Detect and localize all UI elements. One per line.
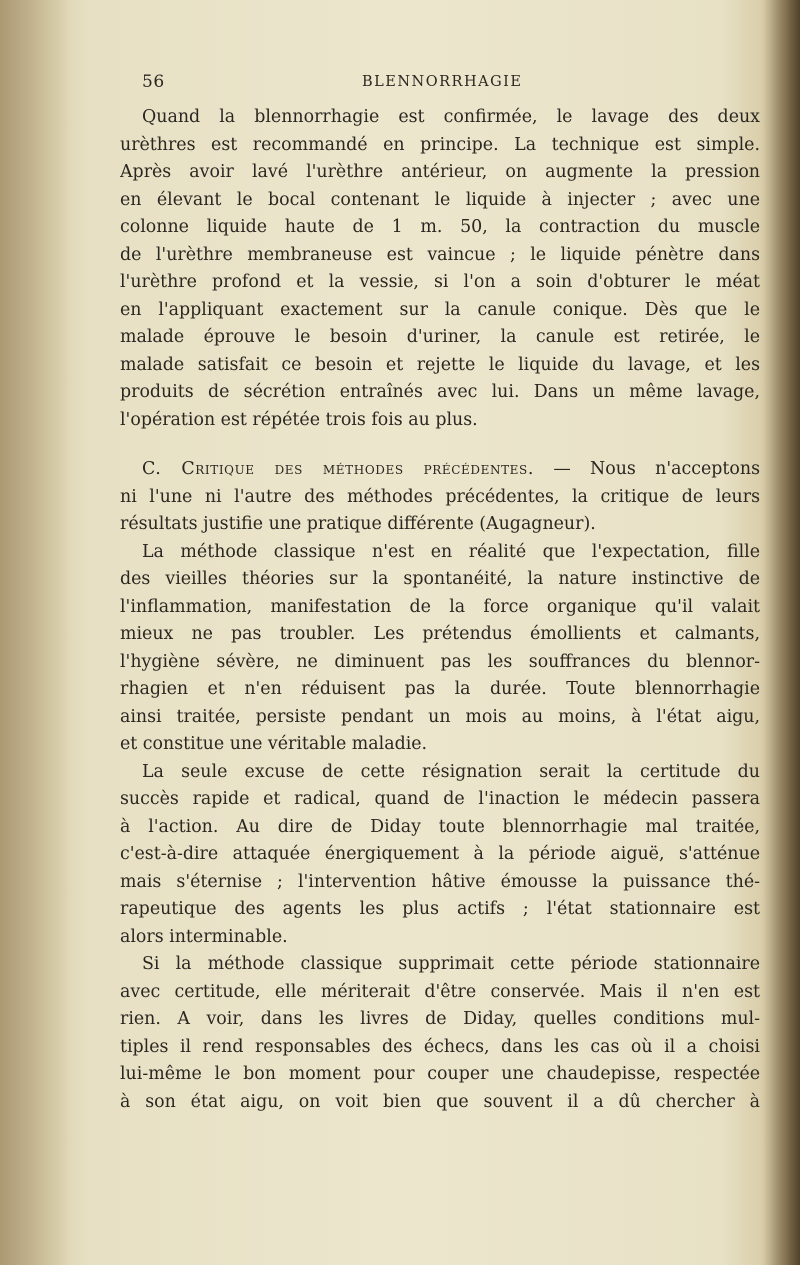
text-line: rien. A voir, dans les livres de Diday, quelles conditions mul- (120, 1009, 760, 1029)
text-line: ni l'une ni l'autre des méthodes précédentes, la critique de leurs (120, 486, 760, 507)
section-label: C. Critique des méthodes précédentes. (142, 459, 534, 479)
text-line: avec certitude, elle mériterait d'être conservée. Mais il n'en est (120, 981, 760, 1002)
page-number: 56 (142, 72, 165, 92)
text-line: l'hygiène sévère, ne diminuent pas les souffrances du blennor- (120, 651, 760, 672)
text-line: en élevant le bocal contenant le liquide à injecter ; avec une (120, 189, 760, 210)
text-line: l'inflammation, manifestation de la force organique qu'il valait (120, 596, 760, 617)
text-line: l'urèthre profond et la vessie, si l'on a soin d'obturer le méat (120, 272, 760, 292)
running-title: BLENNORRHAGIE (362, 74, 523, 90)
text-line: lui-même le bon moment pour couper une chaudepisse, respectée (120, 1064, 760, 1084)
text-line: c'est-à-dire attaquée énergiquement à la période aiguë, s'atténue (120, 844, 760, 864)
page-left-shadow (0, 0, 70, 1265)
text-line: colonne liquide haute de 1 m. 50, la contraction du muscle (120, 217, 760, 237)
text-line: Si la méthode classique supprimait cette période stationnaire (142, 954, 760, 974)
text-line: malade satisfait ce besoin et rejette le liquide du lavage, et les (120, 354, 760, 375)
text-line: ainsi traitée, persiste pendant un mois au moins, à l'état aigu, (120, 706, 760, 727)
text-line: mais s'éternise ; l'intervention hâtive émousse la puissance thé- (120, 871, 760, 892)
text-line: urèthres est recommandé en principe. La technique est simple. (120, 134, 760, 155)
body-text (120, 104, 760, 1116)
text-line: succès rapide et radical, quand de l'inaction le médecin passera (120, 789, 760, 809)
text-line: Quand la blennorrhagie est confirmée, le lavage des deux (142, 107, 760, 127)
section-heading-line (120, 456, 760, 484)
text-line: résultats justifie une pratique différente (Augagneur). (120, 514, 596, 534)
text-line: produits de sécrétion entraînés avec lui. Dans un même lavage, (120, 382, 760, 402)
text-line: à l'action. Au dire de Diday toute blennorrhagie mal traitée, (120, 816, 760, 837)
paragraph-gap (120, 434, 760, 456)
text-line: à son état aigu, on voit bien que souvent il a dû chercher à (120, 1091, 760, 1112)
text-line: des vieilles théories sur la spontanéité, la nature instinctive de (120, 569, 760, 589)
text-line: l'opération est répétée trois fois au plus. (120, 409, 478, 430)
page-header (142, 72, 752, 96)
text-line: en l'appliquant exactement sur la canule conique. Dès que le (120, 299, 760, 320)
text-line: mieux ne pas troubler. Les prétendus émollients et calmants, (120, 624, 760, 644)
text-fragment: — Nous n'acceptons (553, 459, 760, 479)
text-line: de l'urèthre membraneuse est vaincue ; le liquide pénètre dans (120, 244, 760, 265)
text-line: rhagien et n'en réduisent pas la durée. Toute blennorrhagie (120, 679, 760, 699)
text-line: La seule excuse de cette résignation serait la certitude du (142, 761, 760, 782)
text-line: et constitue une véritable maladie. (120, 734, 428, 754)
text-line: alors interminable. (120, 926, 288, 947)
page-right-binding-shadow (762, 0, 800, 1265)
text-line: malade éprouve le besoin d'uriner, la canule est retirée, le (120, 327, 760, 347)
text-line: rapeutique des agents les plus actifs ; l'état stationnaire est (120, 899, 760, 919)
text-line: La méthode classique n'est en réalité que l'expectation, fille (142, 541, 760, 562)
text-line: tiples il rend responsables des échecs, dans les cas où il a choisi (120, 1036, 760, 1057)
text-line: Après avoir lavé l'urèthre antérieur, on augmente la pression (120, 162, 760, 182)
